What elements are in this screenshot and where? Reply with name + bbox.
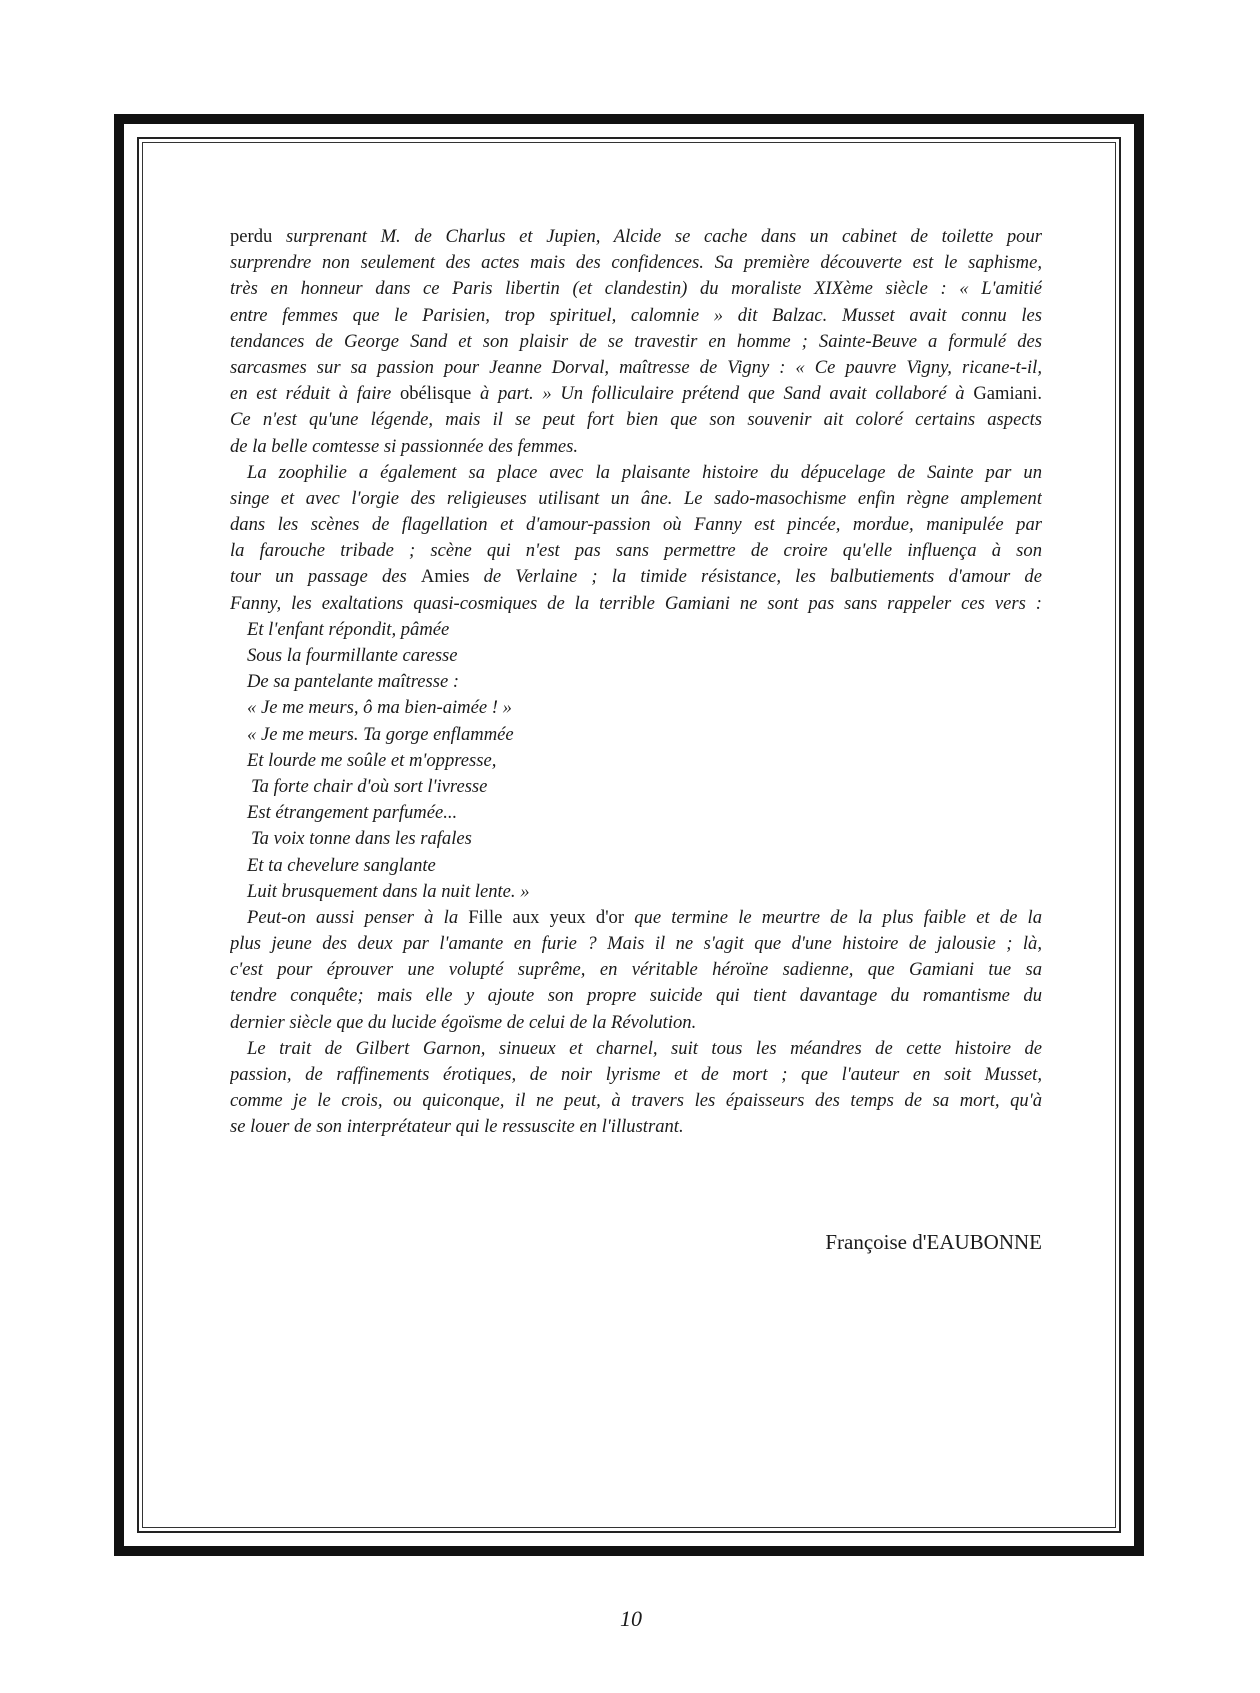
text-line: Ce n'est qu'une légende, mais il se peut fort bien que son souvenir ait coloré certains aspects — [230, 409, 1042, 431]
text-line: entre femmes que le Parisien, trop spirituel, calomnie » dit Balzac. Musset avait connu les — [230, 304, 1042, 326]
text-line: sarcasmes sur sa passion pour Jeanne Dorval, maîtresse de Vigny : « Ce pauvre Vigny, ricane-t-il, — [230, 356, 1042, 378]
text-line: se louer de son interprétateur qui le ressuscite en l'illustrant. — [230, 1116, 684, 1138]
author-signature: Françoise d'EAUBONNE — [825, 1230, 1042, 1254]
text-line: Peut-on aussi penser à la Fille aux yeux d'or que termine le meurtre de la plus faible et de la — [247, 906, 1042, 928]
poem-line: Et l'enfant répondit, pâmée — [247, 618, 450, 640]
poem-line: Ta voix tonne dans les rafales — [251, 828, 472, 850]
text-line: surprendre non seulement des actes mais des confidences. Sa première découverte est le saphisme, — [230, 252, 1042, 274]
text-line: la farouche tribade ; scène qui n'est pas sans permettre de croire qu'elle influença à son — [230, 540, 1042, 562]
poem-line: Sous la fourmillante caresse — [247, 645, 458, 666]
poem-line: Et ta chevelure sanglante — [247, 854, 436, 876]
poem-line: Est étrangement parfumée... — [247, 802, 458, 824]
text-line: Le trait de Gilbert Garnon, sinueux et charnel, suit tous les méandres de cette histoire de — [247, 1037, 1042, 1059]
text-line: perdu surprenant M. de Charlus et Jupien, Alcide se cache dans un cabinet de toilette pour — [230, 226, 1042, 247]
poem-line: Et lourde me soûle et m'oppresse, — [247, 749, 497, 771]
text-line: en est réduit à faire obélisque à part. » Un folliculaire prétend que Sand avait collaboré à Gamiani. — [230, 383, 1042, 405]
page-number: 10 — [620, 1606, 642, 1631]
text-line: très en honneur dans ce Paris libertin (et clandestin) du moraliste XIXème siècle : « L'amitié — [230, 278, 1042, 300]
text-line: tendre conquête; mais elle y ajoute son propre suicide qui tient davantage du romantisme du — [230, 985, 1042, 1007]
text-line: c'est pour éprouver une volupté suprême, en véritable héroïne sadienne, que Gamiani tue sa — [230, 959, 1042, 981]
text-line: tour un passage des Amies de Verlaine ; la timide résistance, les balbutiements d'amour de — [230, 566, 1042, 588]
text-line: dans les scènes de flagellation et d'amour-passion où Fanny est pincée, mordue, manipulée par — [230, 514, 1042, 536]
poem-line: De sa pantelante maîtresse : — [247, 671, 460, 693]
poem-line: « Je me meurs. Ta gorge enflammée — [247, 723, 514, 745]
text-line: singe et avec l'orgie des religieuses utilisant un âne. Le sado-masochisme enfin règne amplement — [230, 487, 1042, 509]
text-line: passion, de raffinements érotiques, de noir lyrisme et de mort ; que l'auteur en soit Musset, — [230, 1064, 1042, 1085]
poem-line: Ta forte chair d'où sort l'ivresse — [251, 775, 488, 797]
text-line: plus jeune des deux par l'amante en furie ? Mais il ne s'agit que d'une histoire de jalousie ; là, — [230, 933, 1042, 955]
text-line: tendances de George Sand et son plaisir de se travestir en homme ; Sainte-Beuve a formulé des — [230, 330, 1042, 352]
text-line: de la belle comtesse si passionnée des femmes. — [230, 435, 579, 457]
poem-line: Luit brusquement dans la nuit lente. » — [247, 880, 530, 902]
text-line: dernier siècle que du lucide égoïsme de celui de la Révolution. — [230, 1011, 697, 1033]
text-line: comme je le crois, ou quiconque, il ne peut, à travers les épaisseurs des temps de sa mort, qu'à — [230, 1090, 1042, 1112]
poem-line: « Je me meurs, ô ma bien-aimée ! » — [247, 697, 512, 719]
body-text — [230, 224, 1042, 1141]
text-line: Fanny, les exaltations quasi-cosmiques de la terrible Gamiani ne sont pas sans rappeler ces vers : — [230, 592, 1042, 614]
text-line: La zoophilie a également sa place avec la plaisante histoire du dépucelage de Sainte par un — [247, 461, 1042, 483]
